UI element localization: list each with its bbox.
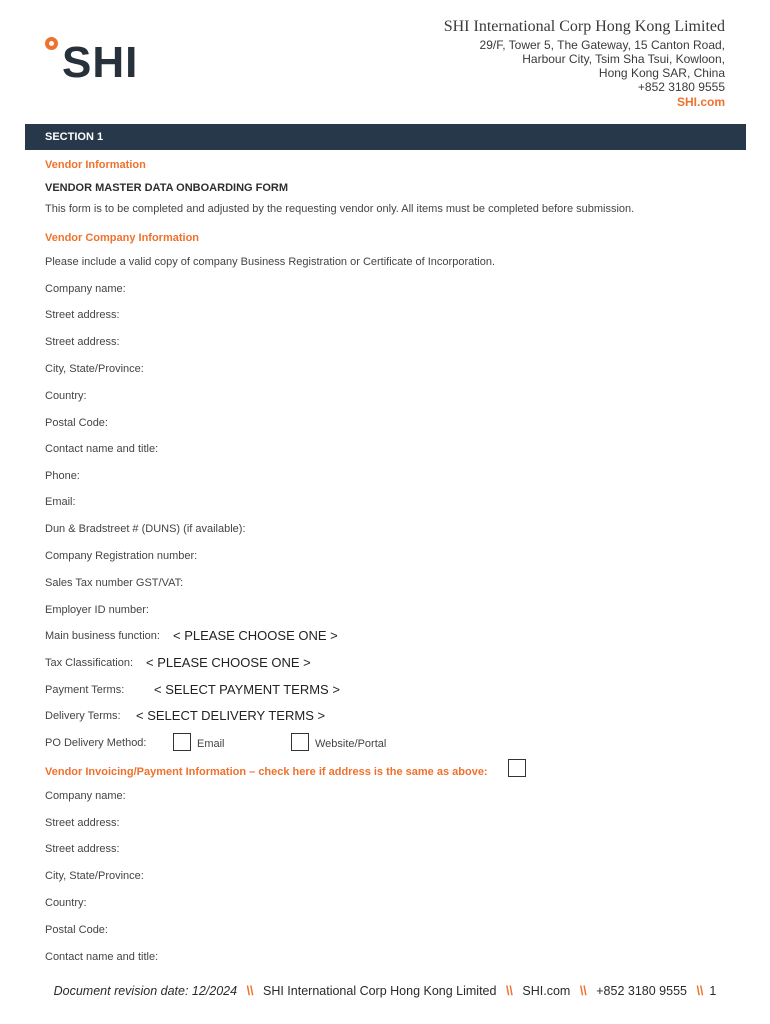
field-registration-number[interactable]: Company Registration number: <box>45 550 198 562</box>
field-contact-name[interactable]: Contact name and title: <box>45 443 159 455</box>
field-postal-code[interactable]: Postal Code: <box>45 417 108 429</box>
footer-separator: \\ <box>579 984 587 998</box>
footer-phone: +852 3180 9555 <box>596 984 687 998</box>
payment-terms-select[interactable]: < SELECT PAYMENT TERMS > <box>154 682 340 697</box>
logo-wordmark: SHI <box>62 38 139 87</box>
section-header: SECTION 1 <box>25 124 746 150</box>
same-address-checkbox[interactable] <box>508 759 526 777</box>
footer-separator: \\ <box>246 984 254 998</box>
page-footer <box>0 984 770 998</box>
form-instructions: This form is to be completed and adjusted by the requesting vendor only. All items must be completed before submission. <box>45 203 635 215</box>
po-delivery-label: PO Delivery Method: <box>45 737 147 749</box>
website-portal-option-label: Website/Portal <box>315 738 387 750</box>
field-employer-id[interactable]: Employer ID number: <box>45 604 149 616</box>
logo-ring-icon <box>45 37 58 50</box>
invoice-field-street-address[interactable]: Street address: <box>45 817 120 829</box>
company-name: SHI International Corp Hong Kong Limited <box>443 18 725 35</box>
invoice-field-city-state[interactable]: City, State/Province: <box>45 870 144 882</box>
address-line: 29/F, Tower 5, The Gateway, 15 Canton Road, <box>479 38 725 52</box>
company-info-heading: Vendor Company Information <box>45 232 200 244</box>
field-street-address[interactable]: Street address: <box>45 309 120 321</box>
invoice-field-postal-code[interactable]: Postal Code: <box>45 924 108 936</box>
payment-terms-label: Payment Terms: <box>45 684 125 696</box>
delivery-terms-select[interactable]: < SELECT DELIVERY TERMS > <box>136 708 326 723</box>
invoice-field-street-address-2[interactable]: Street address: <box>45 843 120 855</box>
company-phone: +852 3180 9555 <box>637 80 725 94</box>
main-business-label: Main business function: <box>45 630 160 642</box>
field-company-name[interactable]: Company name: <box>45 283 126 295</box>
footer-company: SHI International Corp Hong Kong Limited <box>263 984 497 998</box>
company-website-link[interactable]: SHI.com <box>676 95 725 109</box>
field-sales-tax[interactable]: Sales Tax number GST/VAT: <box>45 577 184 589</box>
company-address-block <box>444 16 725 110</box>
field-phone[interactable]: Phone: <box>45 470 80 482</box>
field-city-state[interactable]: City, State/Province: <box>45 363 144 375</box>
invoicing-heading: Vendor Invoicing/Payment Information – check here if address is the same as above: <box>45 766 488 778</box>
field-street-address-2[interactable]: Street address: <box>45 336 120 348</box>
shi-logo <box>42 34 152 90</box>
footer-website: SHI.com <box>522 984 571 998</box>
address-line: Hong Kong SAR, China <box>598 66 725 80</box>
field-email[interactable]: Email: <box>45 496 76 508</box>
invoice-field-contact-name[interactable]: Contact name and title: <box>45 951 159 963</box>
invoice-field-country[interactable]: Country: <box>45 897 87 909</box>
tax-classification-label: Tax Classification: <box>45 657 134 669</box>
footer-separator: \\ <box>505 984 513 998</box>
page-number: 1 <box>709 984 717 998</box>
website-portal-checkbox[interactable] <box>291 733 309 751</box>
delivery-terms-label: Delivery Terms: <box>45 710 121 722</box>
main-business-select[interactable]: < PLEASE CHOOSE ONE > <box>173 628 338 643</box>
address-line: Harbour City, Tsim Sha Tsui, Kowloon, <box>522 52 725 66</box>
field-country[interactable]: Country: <box>45 390 87 402</box>
footer-separator: \\ <box>696 984 704 998</box>
revision-date: Document revision date: 12/2024 <box>53 984 238 998</box>
form-title: VENDOR MASTER DATA ONBOARDING FORM <box>45 182 289 194</box>
registration-note: Please include a valid copy of company Business Registration or Certificate of Incorporation. <box>45 256 496 268</box>
email-option-label: Email <box>197 738 225 750</box>
field-duns[interactable]: Dun & Bradstreet # (DUNS) (if available): <box>45 523 246 535</box>
email-checkbox[interactable] <box>173 733 191 751</box>
invoice-field-company-name[interactable]: Company name: <box>45 790 126 802</box>
tax-classification-select[interactable]: < PLEASE CHOOSE ONE > <box>146 655 311 670</box>
vendor-info-heading: Vendor Information <box>45 159 146 171</box>
